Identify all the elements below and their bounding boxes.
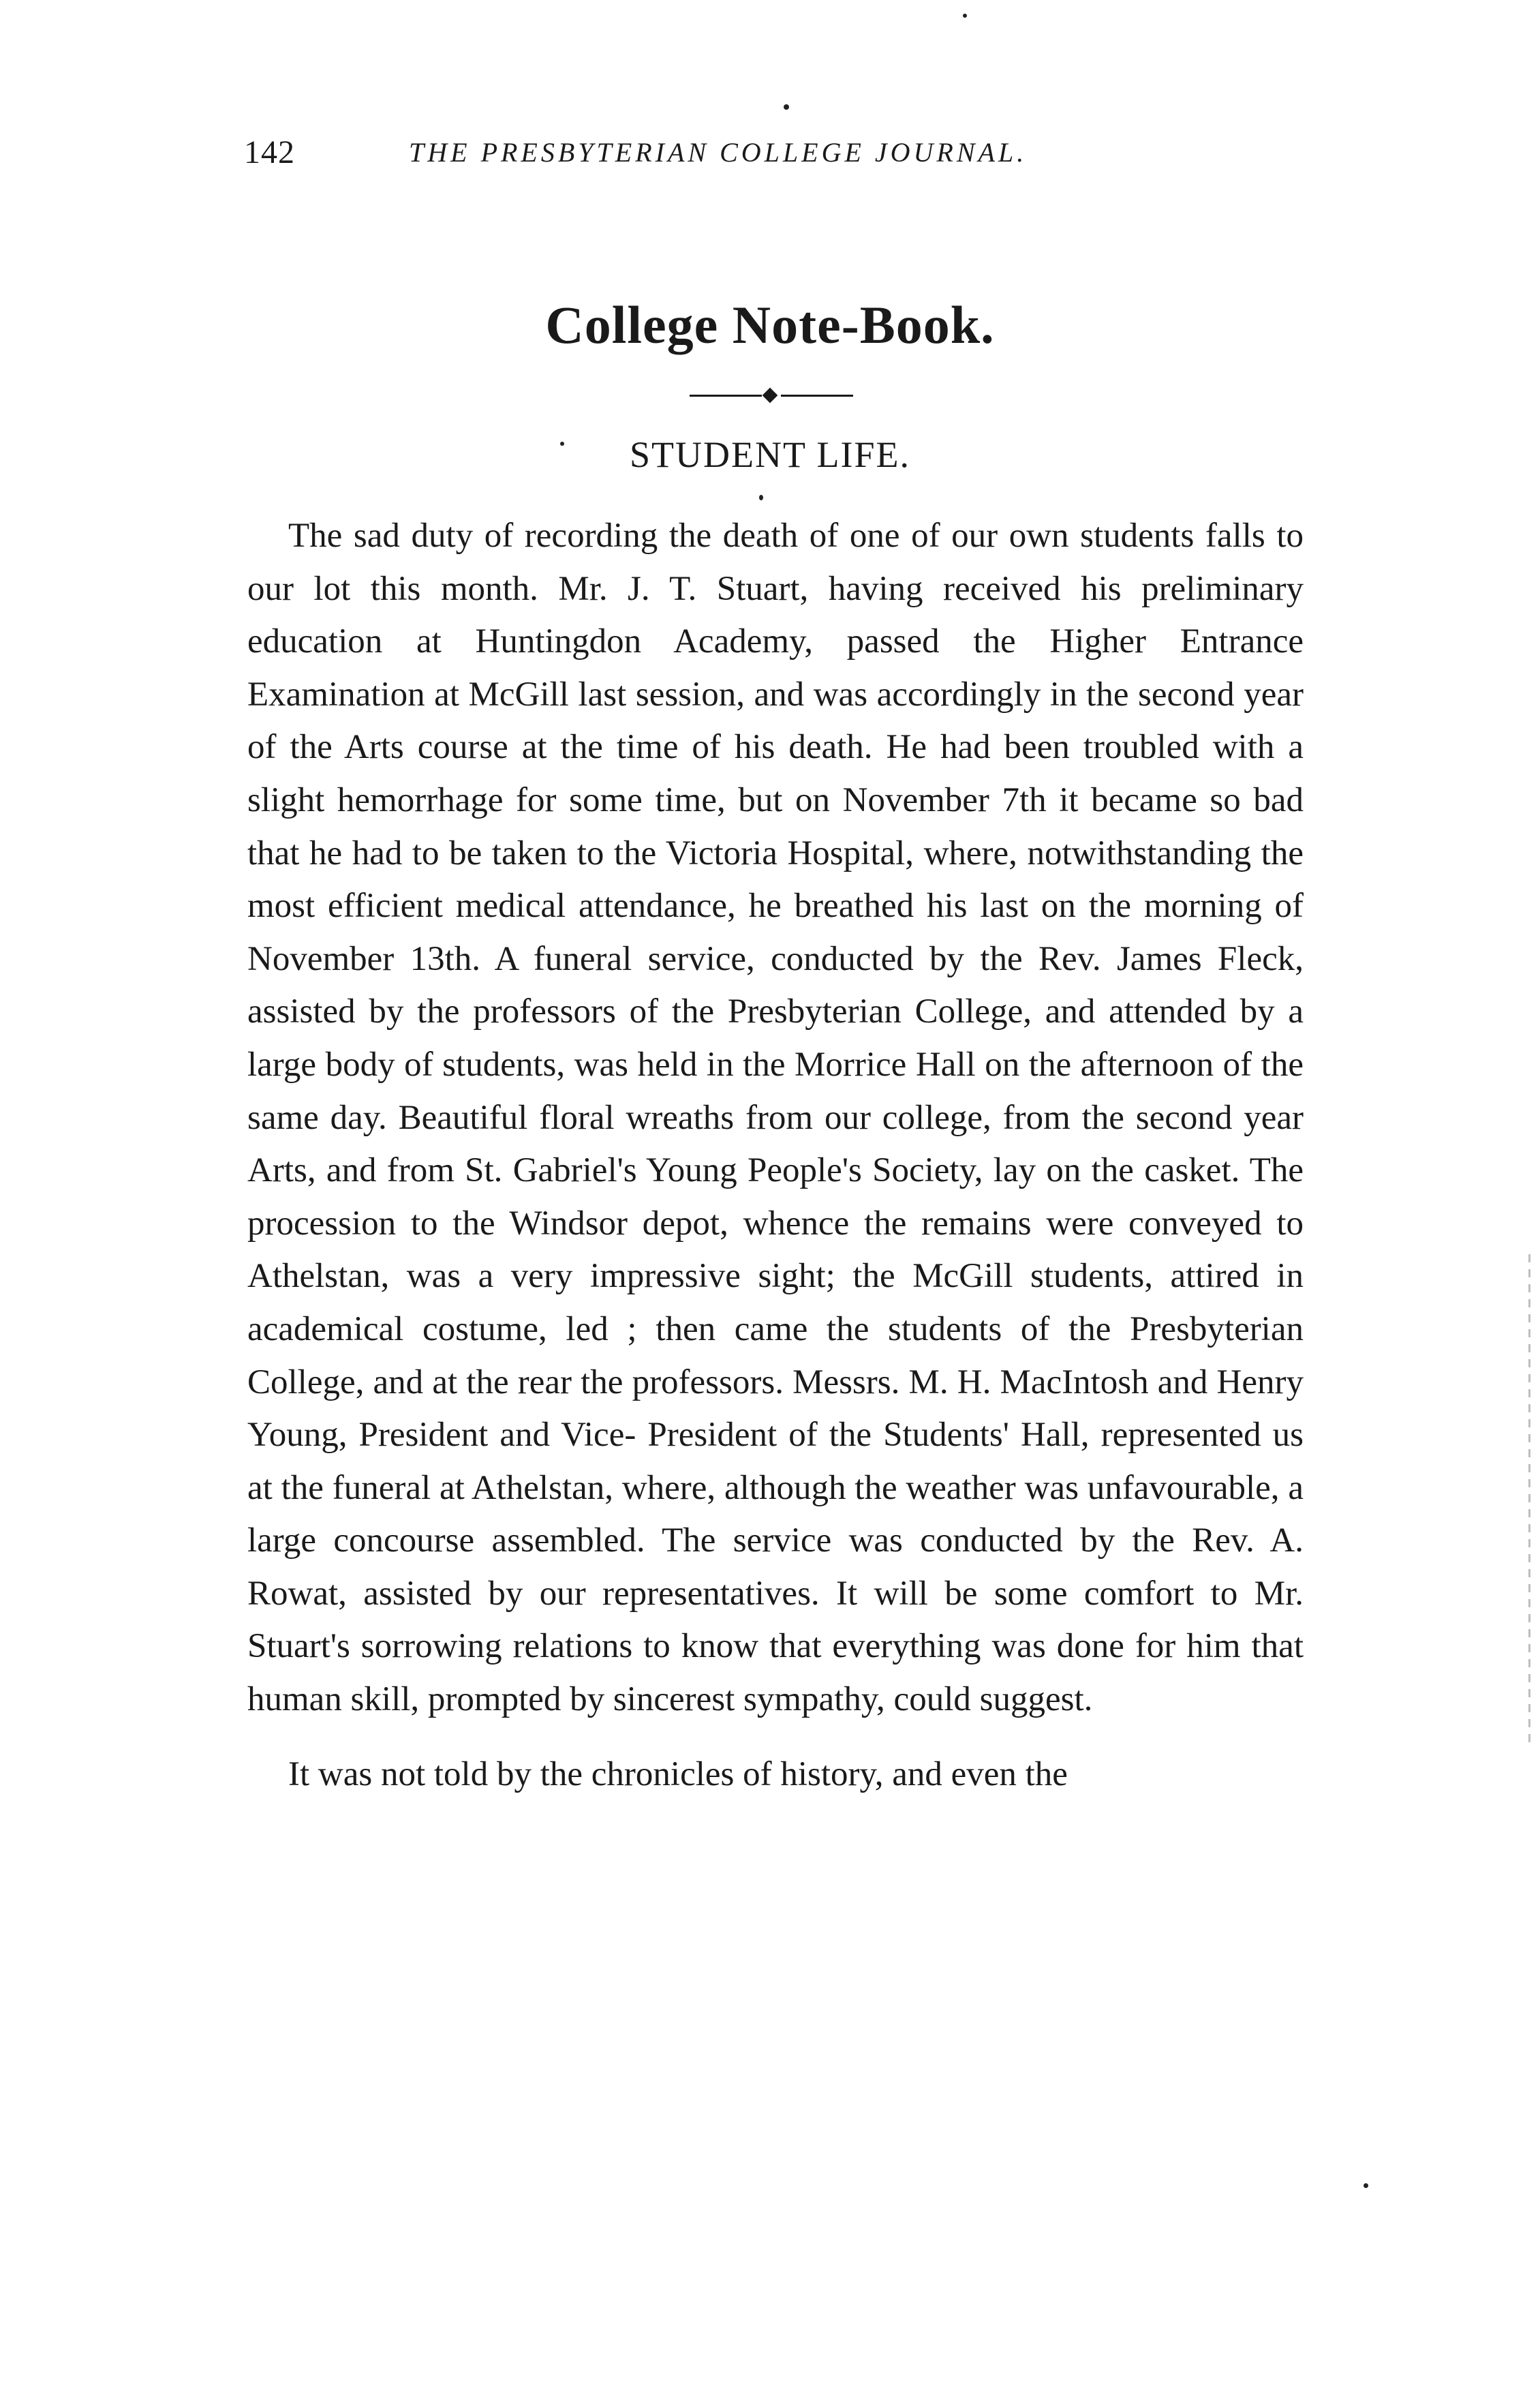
paragraph: It was not told by the chronicles of history, and even the: [288, 1755, 1068, 1793]
ornament-rule-left: [690, 395, 762, 397]
section-title: College Note-Book.: [545, 295, 995, 354]
diamond-icon: [763, 389, 780, 402]
page-number: 142: [244, 134, 295, 170]
print-speck: [784, 104, 789, 110]
ornament-rule-right: [781, 395, 853, 397]
subsection-title: STUDENT LIFE.: [630, 434, 910, 475]
ornament-divider: [690, 389, 853, 402]
print-speck: [1364, 2183, 1368, 2188]
print-speck: [560, 442, 564, 446]
print-speck: [963, 14, 967, 18]
print-speck: [759, 495, 763, 500]
journal-title: THE PRESBYTERIAN COLLEGE JOURNAL.: [409, 137, 1028, 168]
paragraph: The sad duty of recording the death of one of our own students falls to our lot this month. Mr. J. T. Stuart, having received his preliminary education at Huntingdon Academy, passed the Higher Entrance Examination at McGill last session, and was accordingly in the second year of the Arts course at the time of his death. He had been troubled with a slight hemorrhage for some time, but on November 7th it became so bad that he had to be taken to the Victoria Hospital, where, notwithstanding the most efficient medical attendance, he breathed his last on the morning of November 13th. A funeral service, conducted by the Rev. James Fleck, assisted by the professors of the Presbyterian College, and attended by a large body of students, was held in the Morrice Hall on the afternoon of the same day. Beautiful floral wreaths from our college, from the second year Arts, and from St. Gabriel's Young People's Society, lay on the casket. The procession to the Windsor depot, whence the remains were conveyed to Athelstan, was a very impressive sight; the McGill students, attired in academical costume, led ; then came the students of the Presbyterian College, and at the rear the professors. Messrs. M. H. MacIntosh and Henry Young, President and Vice- President of the Students' Hall, represented us at the funeral at Athelstan, where, although the weather was unfavourable, a large concourse assembled. The service was conducted by the Rev. A. Rowat, assisted by our representatives. It will be some comfort to Mr. Stuart's sorrowing relations to know that everything was done for him that human skill, prompted by sincerest sympathy, could suggest.: [247, 517, 1304, 1719]
running-head: [244, 134, 1307, 181]
page-edge-mark: [1528, 1254, 1530, 1745]
article-body: [247, 510, 1304, 1801]
